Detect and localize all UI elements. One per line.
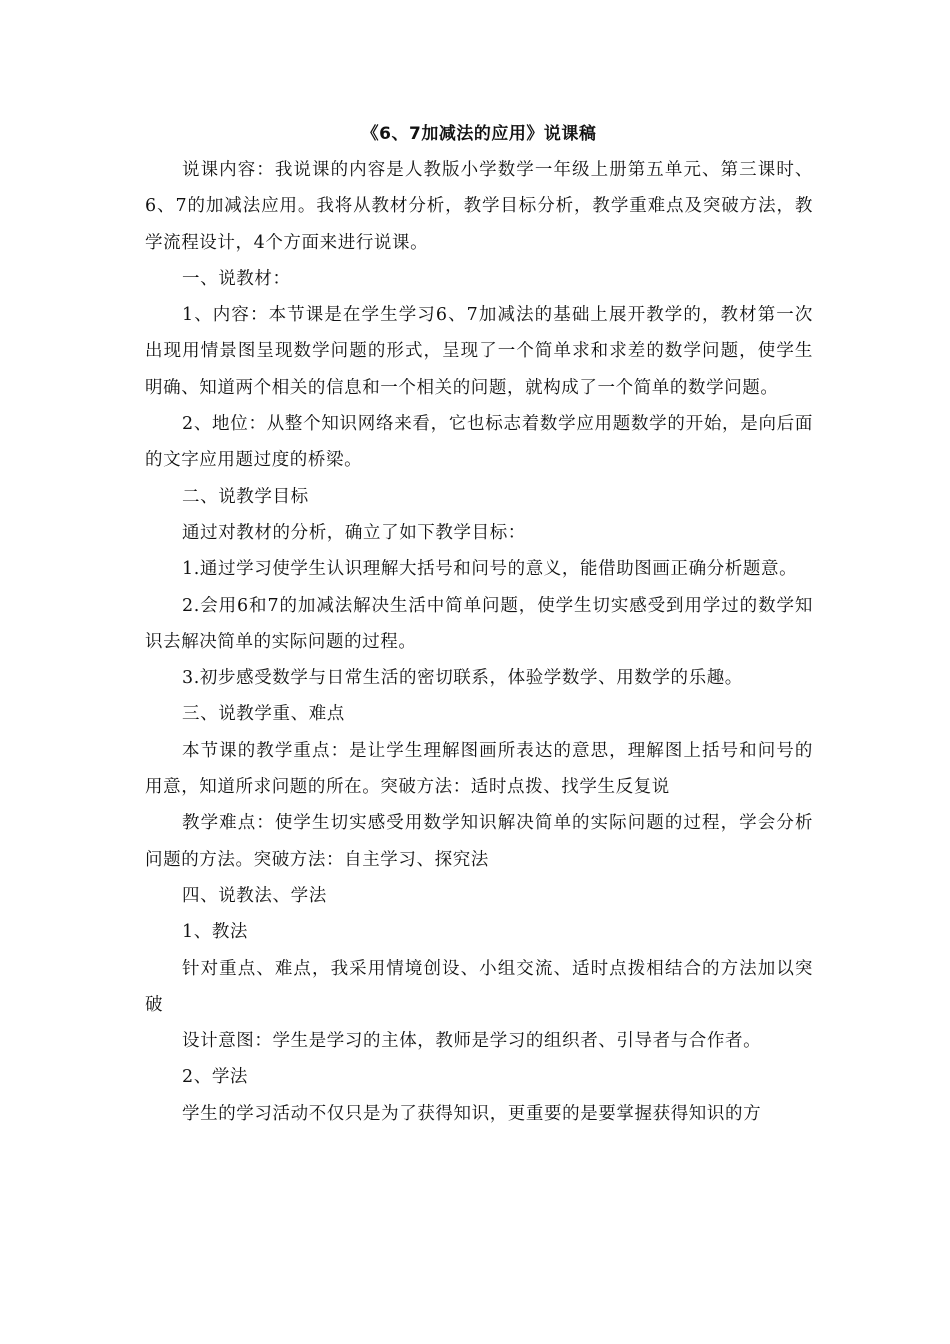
paragraph-content: 1、内容：本节课是在学生学习6、7加减法的基础上展开教学的，教材第一次出现用情景图呈现数学问题的形式，呈现了一个简单求和求差的数学问题，使学生明确、知道两个相关的信息和一个相关的问题，就构成了一个简单的数学问题。 xyxy=(145,305,813,398)
paragraph-teaching-method: 针对重点、难点，我采用情境创设、小组交流、适时点拨相结合的方法加以突破 xyxy=(145,958,813,1015)
paragraph-intro: 说课内容：我说课的内容是人教版小学数学一年级上册第五单元、第三课时、6、7的加减法应用。我将从教材分析，教学目标分析，教学重难点及突破方法，教学流程设计，4个方面来进行说课。 xyxy=(145,160,813,253)
paragraph-design-intent: 设计意图：学生是学习的主体，教师是学习的组织者、引导者与合作者。 xyxy=(182,1031,762,1052)
paragraph-key-point: 本节课的教学重点：是让学生理解图画所表达的意思，理解图上括号和问号的用意，知道所求问题的所在。突破方法：适时点拨、找学生反复说 xyxy=(145,740,813,798)
heading-section-3: 三、说教学重、难点 xyxy=(182,704,345,725)
document-title: 《6、7加减法的应用》说课稿 xyxy=(361,124,597,144)
heading-learning-method: 2、学法 xyxy=(182,1067,249,1088)
paragraph-difficulty: 教学难点：使学生切实感受用数学知识解决简单的实际问题的过程，学会分析问题的方法。突破方法：自主学习、探究法 xyxy=(145,813,813,870)
paragraph-goal-3: 3.初步感受数学与日常生活的密切联系，体验学数学、用数学的乐趣。 xyxy=(182,668,743,689)
document-body xyxy=(145,122,813,1132)
heading-section-1: 一、说教材： xyxy=(182,268,291,289)
heading-teaching-method: 1、教法 xyxy=(182,922,249,943)
heading-section-2: 二、说教学目标 xyxy=(182,486,309,507)
heading-section-4: 四、说教法、学法 xyxy=(182,885,327,906)
paragraph-goal-1: 1.通过学习使学生认识理解大括号和问号的意义，能借助图画正确分析题意。 xyxy=(182,559,798,580)
paragraph-goal-2: 2.会用6和7的加减法解决生活中简单问题，使学生切实感受到用学过的数学知识去解决简单的实际问题的过程。 xyxy=(145,595,813,652)
paragraph-goals-intro: 通过对教材的分析，确立了如下教学目标： xyxy=(182,522,526,543)
paragraph-position: 2、地位：从整个知识网络来看，它也标志着数学应用题数学的开始，是向后面的文字应用题过度的桥梁。 xyxy=(145,414,813,471)
paragraph-learning-method: 学生的学习活动不仅只是为了获得知识，更重要的是要掌握获得知识的方 xyxy=(182,1103,762,1124)
